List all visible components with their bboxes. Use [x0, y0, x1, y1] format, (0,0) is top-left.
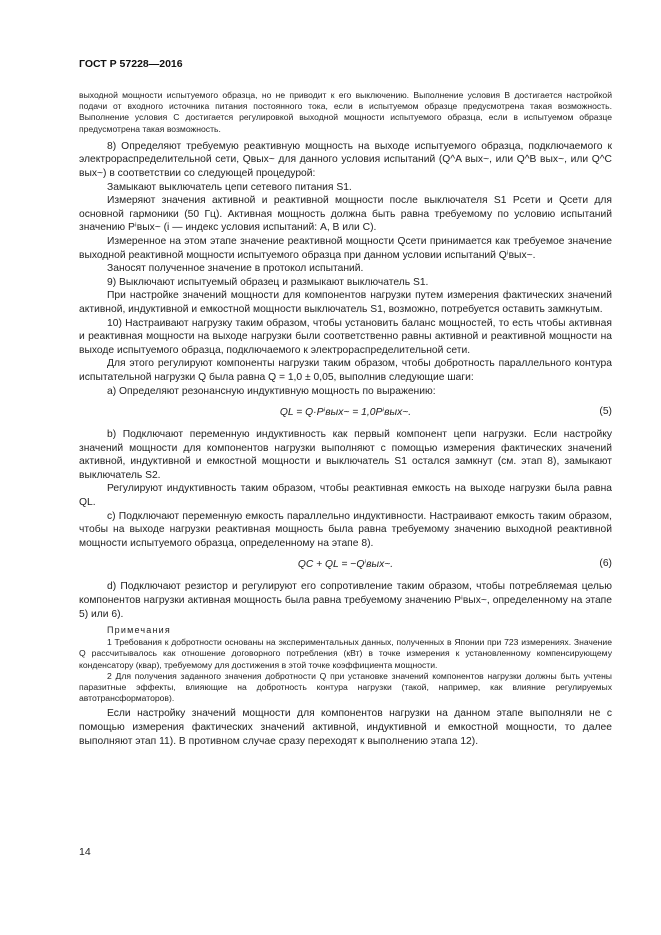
- step-b-paragraph: b) Подключают переменную индуктивность как первый компонент цепи нагрузки. Если настройку значений мощности для компонентов нагрузки выполняют с помощью измерения фактических значений активной, индуктивной и емкостной мощности и выключатель S1 остался замкнут (см. этап 8), замыкают выключатель S2.: [79, 429, 612, 481]
- equation-5-number: (5): [599, 406, 612, 418]
- equation-6-number: (6): [599, 558, 612, 570]
- document-header: ГОСТ Р 57228—2016: [79, 58, 183, 70]
- equation-5: [79, 398, 612, 428]
- notes-title: Примечания: [107, 625, 171, 636]
- intro-paragraph: выходной мощности испытуемого образца, но не приводит к его выключению. Выполнение условия B достигается настройкой подачи от входного источника питания постоянного тока, если в испытуемом образце предусмотрена такая возможность. Выполнение условия C достигается регулировкой выходной мощности испытуемого образца, если в испытуемом образце предусмотрена такая возможность.: [79, 90, 612, 134]
- equation-5-formula: QL = Q·Pⁱвых~ = 1,0Pⁱвых~.: [279, 407, 412, 419]
- final-paragraph: Если настройку значений мощности для компонентов нагрузки на данном этапе выполняли не с помощью измерения фактических значений активной, индуктивной и емкостной мощности, то далее выполняют этап 11). В противном случае сразу переходят к выполнению этапа 12).: [79, 708, 612, 747]
- equation-6: [79, 550, 612, 580]
- step-8-record: Заносят полученное значение в протокол испытаний.: [107, 263, 364, 275]
- step-9-note: При настройке значений мощности для компонентов нагрузки путем измерения фактических значений активной, индуктивной и емкостной мощности выключатель S1, возможно, потребуется оставить замкнутым.: [79, 290, 612, 315]
- document-body: [79, 90, 612, 748]
- step-b-regulate: Регулируют индуктивность таким образом, чтобы реактивная емкость на выходе нагрузки была равна QL.: [79, 483, 612, 509]
- step-8-close-switch: Замыкают выключатель цепи сетевого питания S1.: [107, 181, 352, 193]
- step-8-reactive: Измеренное на этом этапе значение реактивной мощности Qсети принимается как требуемое значение выходной реактивной мощности испытуемого образца при данном условии испытаний Qⁱвых~.: [79, 235, 612, 261]
- note-2: 2 Для получения заданного значения добротности Q при установке значений компонентов нагрузки должны быть учтены паразитные эффекты, влияющие на добротность контура нагрузки (такой, например, как влияние регулируемых автотрансформаторов).: [79, 670, 612, 704]
- step-d-paragraph: d) Подключают резистор и регулируют его сопротивление таким образом, чтобы потребляемая целью компонентов нагрузки активная мощность была равна требуемому значению Pⁱвых~, определенному на этапе 5) или 6).: [79, 581, 612, 620]
- step-9-paragraph: 9) Выключают испытуемый образец и размыкают выключатель S1.: [107, 276, 429, 288]
- step-8-measure: Измеряют значения активной и реактивной мощности после выключателя S1 Pсети и Qсети для основной гармоники (50 Гц). Активная мощность должна быть равна требуемому по условию испытаний значению Pⁱвых~ (i — индекс условия испытаний: A, B или C).: [79, 195, 612, 234]
- notes-block: [79, 637, 612, 704]
- page-number: 14: [79, 846, 91, 858]
- equation-6-formula: QC + QL = −Qⁱвых~.: [297, 559, 394, 571]
- note-1: 1 Требования к добротности основаны на экспериментальных данных, полученных в Японии при 723 измерениях. Значение Q рассчитывалось как отношение договорного потребления (кВт) в точке измерения к установленному компенсирующему конденсатору (квар), требуемому для достижения в этой точке коэффициента мощности.: [79, 637, 612, 670]
- step-8-paragraph: 8) Определяют требуемую реактивную мощность на выходе испытуемого образца, подключаемого к электрораспределительной сети, Qвых~ для данного условия испытаний (Q^A вых~, или Q^B вых~, или Q^C вых~) в соответствии со следующей процедурой:: [79, 140, 612, 179]
- step-10-quality: Для этого регулируют компоненты нагрузки таким образом, чтобы добротность параллельного контура испытательной нагрузки Q была равна Q = 1,0 ± 0,05, выполнив следующие шаги:: [79, 358, 612, 383]
- step-c-paragraph: c) Подключают переменную емкость параллельно индуктивности. Настраивают емкость таким образом, чтобы на выходе нагрузки реактивная мощность была равна требуемому значению выходной реактивной мощности испытуемого образца, определенному на этапе 8).: [79, 510, 612, 549]
- step-10-paragraph: 10) Настраивают нагрузку таким образом, чтобы установить баланс мощностей, то есть чтобы активная и реактивная мощности на выходе нагрузки были соответственно равны активной и реактивной мощности на выходе испытуемого образца, подключаемого к электрораспределительной сети.: [79, 317, 612, 356]
- intro-text-block: [79, 90, 612, 135]
- step-a-paragraph: а) Определяют резонансную индуктивную мощность по выражению:: [107, 385, 436, 397]
